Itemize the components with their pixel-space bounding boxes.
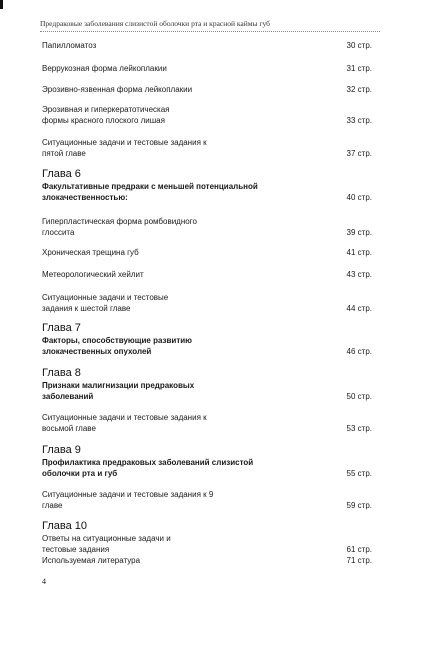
toc-entry-page: 30 стр. — [346, 41, 372, 50]
toc-entry-title: Эрозивно-язвенная форма лейкоплакии — [42, 85, 193, 94]
toc-entry-title: Хроническая трещина губ — [42, 248, 139, 257]
toc-entry-page: 61 стр. — [346, 545, 372, 554]
toc-entry-title: Метеорологический хейлит — [42, 270, 144, 279]
toc-entry-title: Эрозивная и гиперкератотическая формы красного плоского лишая — [42, 105, 170, 125]
toc-entry-title: Папилломатоз — [42, 41, 97, 50]
toc-entry — [42, 137, 372, 159]
toc-entry-page: 31 стр. — [346, 64, 372, 73]
toc-entry-title: Ситуационные задачи и тестовые задания к восьмой главе — [42, 413, 207, 433]
toc-entry-page: 53 стр. — [346, 424, 372, 433]
toc-entry-title: Ситуационные задачи и тестовые задания к шестой главе — [42, 293, 169, 313]
toc-entry-page: 55 стр. — [346, 469, 372, 478]
toc-entry-page: 40 стр. — [346, 193, 372, 202]
toc-entry — [42, 84, 372, 95]
chapter-title — [42, 335, 372, 357]
chapter-title-text: Факторы, способствующие развитию злокачественных опухолей — [42, 336, 192, 356]
toc-entry-page: 44 стр. — [346, 304, 372, 313]
page-number: 4 — [42, 577, 46, 586]
toc-entry-page: 71 стр. — [346, 556, 372, 565]
toc-entry-title: Ответы на ситуационные задачи и тестовые задания — [42, 534, 171, 554]
chapter-title — [42, 380, 372, 402]
toc-entry-page: 39 стр. — [346, 228, 372, 237]
toc-entry-page: 41 стр. — [346, 248, 372, 257]
toc-entry — [42, 489, 372, 511]
toc-entry-page: 50 стр. — [346, 392, 372, 401]
chapter-heading: Глава 10 — [42, 520, 88, 532]
toc-entry — [42, 63, 372, 74]
toc-entry-title: Гиперпластическая форма ромбовидного глоссита — [42, 217, 197, 237]
chapter-heading: Глава 7 — [42, 322, 81, 334]
toc-entry-page: 33 стр. — [346, 116, 372, 125]
toc-entry-page: 59 стр. — [346, 501, 372, 510]
toc-entry-page: 46 стр. — [346, 347, 372, 356]
chapter-title-text: Признаки малигнизации предраковых заболеваний — [42, 381, 195, 401]
toc-entry-page: 43 стр. — [346, 270, 372, 279]
toc-entry-title: Используемая литература — [42, 556, 141, 565]
toc-entry — [42, 533, 372, 555]
chapter-heading: Глава 9 — [42, 444, 81, 456]
chapter-title-text: Факультативные предраки с меньшей потенциальной злокачественностью: — [42, 182, 258, 202]
chapter-title — [42, 457, 372, 479]
chapter-title-text: Профилактика предраковых заболеваний слизистой оболочки рта и губ — [42, 458, 254, 478]
chapter-heading: Глава 8 — [42, 367, 81, 379]
toc-entry-title: Ситуационные задачи и тестовые задания к 9 главе — [42, 490, 214, 510]
toc-entry — [42, 412, 372, 434]
chapter-heading: Глава 6 — [42, 168, 81, 180]
toc-entry-page: 32 стр. — [346, 85, 372, 94]
toc-entry — [42, 269, 372, 280]
toc-entry-page: 37 стр. — [346, 149, 372, 158]
toc-entry — [42, 555, 372, 566]
chapter-title — [42, 181, 372, 203]
toc-entry-title: Ситуационные задачи и тестовые задания к пятой главе — [42, 138, 207, 158]
toc-entry — [42, 247, 372, 258]
toc-entry-title: Веррукозная форма лейкоплакии — [42, 64, 167, 73]
toc-entry — [42, 292, 372, 314]
toc-entry — [42, 104, 372, 126]
toc-entry — [42, 216, 372, 238]
toc-entry — [42, 40, 372, 51]
running-header: Предраковые заболевания слизистой оболочки рта и красной каймы губ — [40, 19, 270, 28]
